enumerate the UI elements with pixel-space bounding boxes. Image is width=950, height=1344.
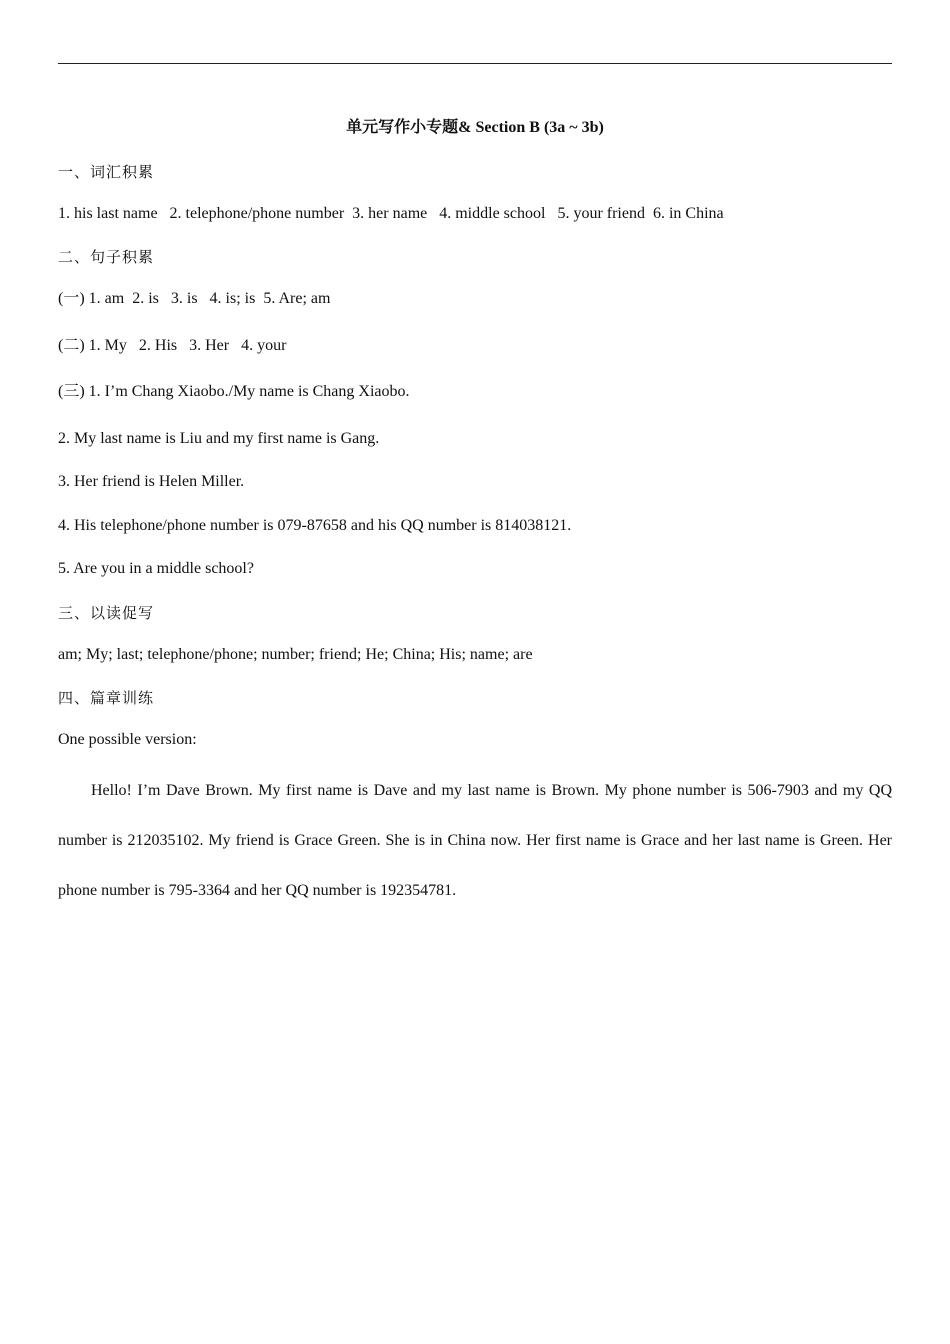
header-rule: [58, 63, 892, 64]
vocab-answers: 1. his last name 2. telephone/phone number 3. her name 4. middle school 5. your friend 6. in China: [58, 205, 724, 222]
sentences-item-4: 4. His telephone/phone number is 079-87658 and his QQ number is 814038121.: [58, 517, 572, 534]
section-heading-vocab: 一、词汇积累: [58, 163, 155, 181]
sentences-part-3: (三) 1. I’m Chang Xiaobo./My name is Chang Xiaobo.: [58, 383, 410, 400]
sentences-item-3: 3. Her friend is Helen Miller.: [58, 473, 245, 490]
section-heading-writing: 四、篇章训练: [58, 689, 155, 707]
sentences-part-2: (二) 1. My 2. His 3. Her 4. your: [58, 337, 287, 354]
sample-essay: Hello! I’m Dave Brown. My first name is Dave and my last name is Brown. My phone number is 506-7903 and my QQ number is 212035102. My friend is Grace Green. She is in China now. Her first name is Grace and her last name is Green. Her phone number is 795-3364 and her QQ number is 192354781.: [58, 782, 892, 899]
section-heading-reading: 三、以读促写: [58, 604, 155, 622]
sentences-item-2: 2. My last name is Liu and my first name is Gang.: [58, 430, 380, 447]
sentences-part-1: (一) 1. am 2. is 3. is 4. is; is 5. Are; am: [58, 290, 331, 307]
page-title: 单元写作小专题& Section B (3a ~ 3b): [346, 119, 604, 136]
section-heading-sentences: 二、句子积累: [58, 248, 155, 266]
reading-answers: am; My; last; telephone/phone; number; friend; He; China; His; name; are: [58, 646, 533, 663]
sentences-item-5: 5. Are you in a middle school?: [58, 560, 254, 577]
writing-intro: One possible version:: [58, 731, 197, 748]
